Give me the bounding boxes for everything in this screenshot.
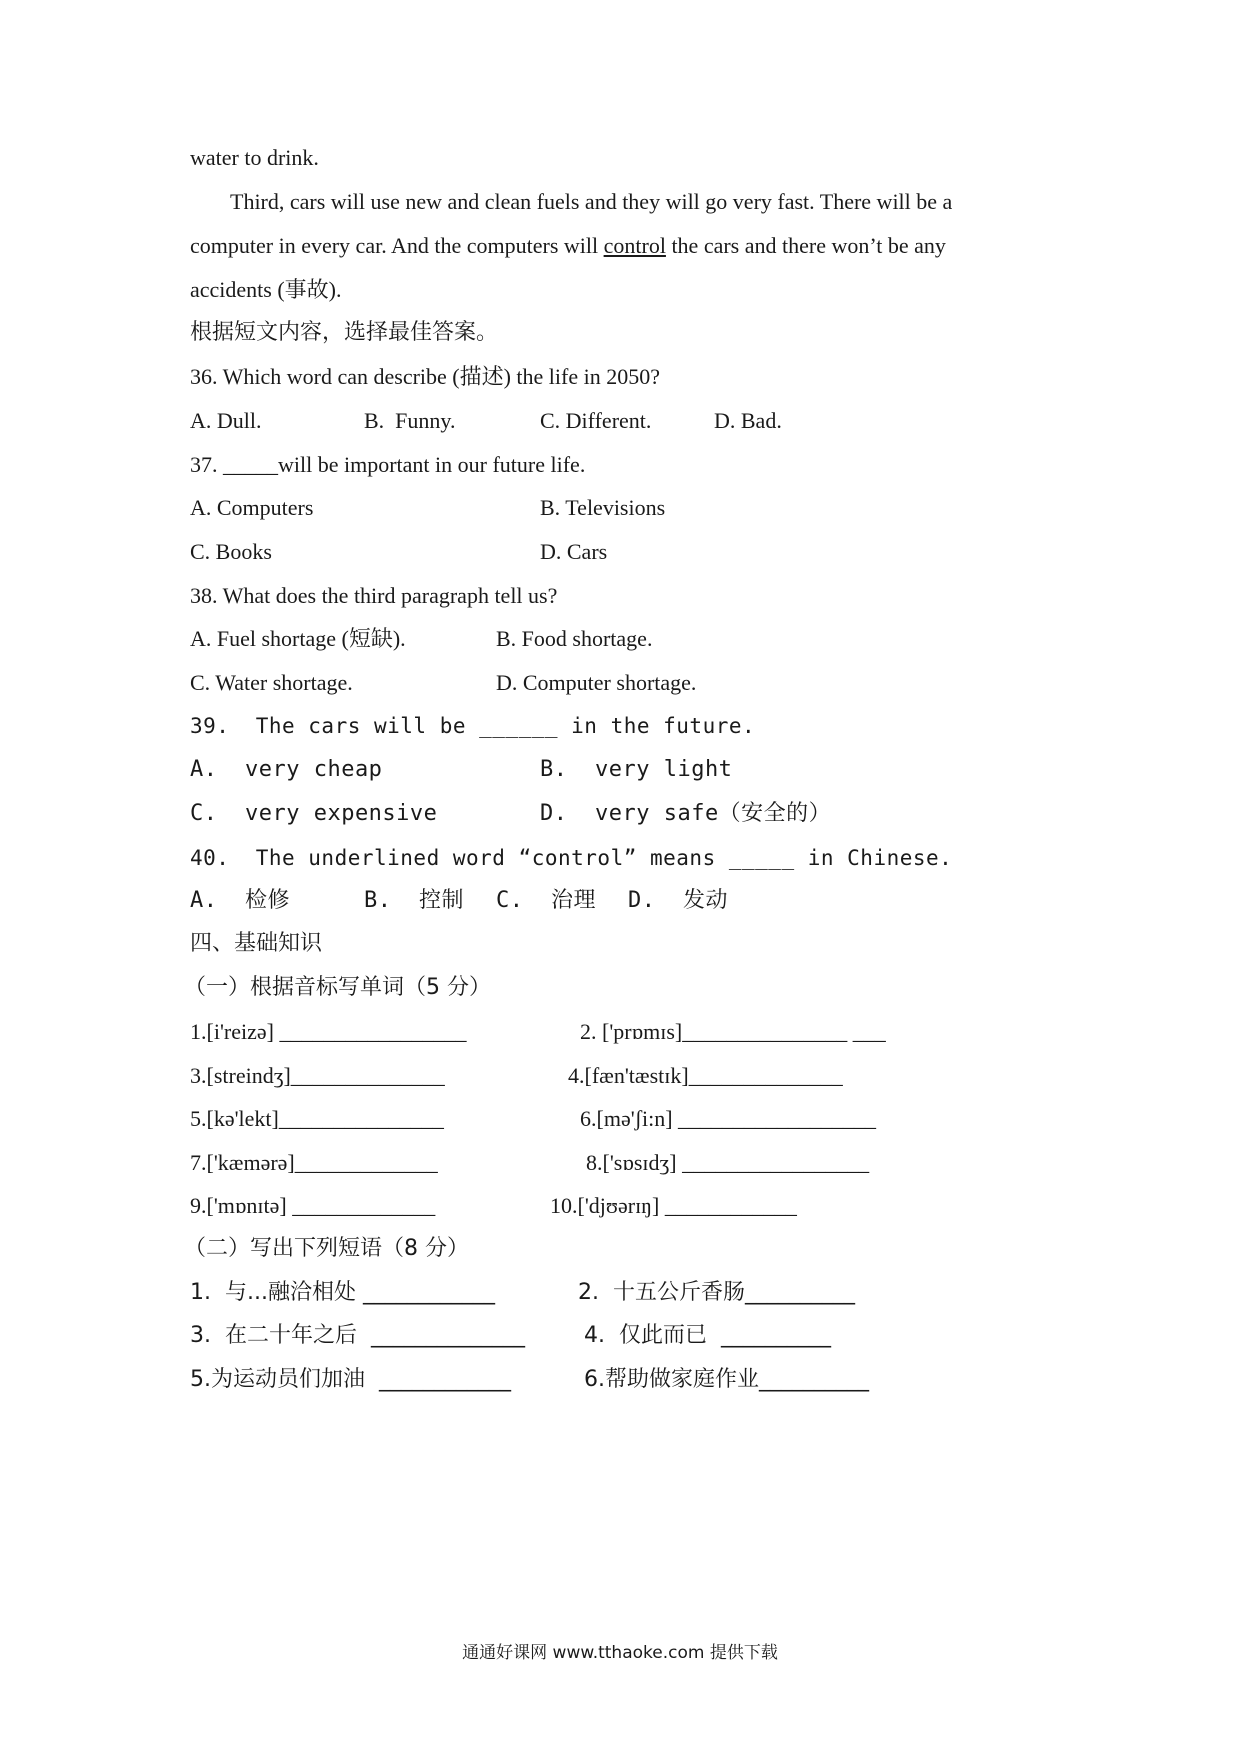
question-40-option-d: D. 发动 xyxy=(628,888,728,913)
question-39-option-d: D. very safe（安全的） xyxy=(540,801,832,826)
part-1-title: （一）根据音标写单词（5 分） xyxy=(184,975,491,1000)
question-37-option-c: C. Books xyxy=(190,539,272,564)
phonetic-item-2: 2. ['prɒmɪs]_______________ ___ xyxy=(580,1019,886,1044)
question-37-option-b: B. Televisions xyxy=(540,495,666,520)
part-2-title: （二）写出下列短语（8 分） xyxy=(184,1236,469,1261)
phrase-item-3: 3. 在二十年之后 ______________ xyxy=(190,1323,525,1348)
phrase-item-6: 6.帮助做家庭作业__________ xyxy=(584,1367,869,1392)
section-4-title: 四、基础知识 xyxy=(190,931,323,956)
passage-line-3-post: the cars and there won’t be any xyxy=(665,233,946,258)
question-38-option-a: A. Fuel shortage (短缺). xyxy=(190,626,406,651)
question-38-option-c: C. Water shortage. xyxy=(190,670,353,695)
page-footer: 通通好课网 www.tthaoke.com 提供下载 xyxy=(462,1643,778,1663)
question-39-option-a: A. very cheap xyxy=(190,757,383,782)
phrase-item-2: 2. 十五公斤香肠__________ xyxy=(578,1280,855,1305)
phonetic-item-5: 5.[kə'lekt]_______________ xyxy=(190,1106,444,1131)
question-38-stem: 38. What does the third paragraph tell us? xyxy=(190,583,558,608)
question-40-stem: 40. The underlined word “control” means _____ in Chinese. xyxy=(190,846,953,870)
question-36-stem: 36. Which word can describe (描述) the life in 2050? xyxy=(190,364,661,389)
question-36-option-d: D. Bad. xyxy=(714,408,782,433)
passage-line-1: water to drink. xyxy=(190,145,319,170)
phonetic-item-8: 8.['sɒsɪdʒ] _________________ xyxy=(586,1150,870,1175)
underlined-word-control: control xyxy=(603,233,666,258)
phonetic-item-6: 6.[mə'ʃi:n] __________________ xyxy=(580,1106,877,1131)
phonetic-item-7: 7.['kæmərə]_____________ xyxy=(190,1150,438,1175)
phrase-item-5: 5.为运动员们加油 ____________ xyxy=(190,1367,511,1392)
passage-line-2: Third, cars will use new and clean fuels and they will go very fast. There will be a xyxy=(230,189,953,214)
phrase-item-4: 4. 仅此而已 __________ xyxy=(584,1323,831,1348)
phonetic-item-4: 4.[fæn'tæstɪk]______________ xyxy=(568,1063,843,1088)
question-36-option-c: C. Different. xyxy=(540,408,652,433)
question-40-option-a: A. 检修 xyxy=(190,888,290,913)
question-37-stem: 37. _____will be important in our future life. xyxy=(190,452,586,477)
question-38-option-d: D. Computer shortage. xyxy=(496,670,697,695)
passage-line-4: accidents (事故). xyxy=(190,277,342,302)
question-38-option-b: B. Food shortage. xyxy=(496,626,653,651)
phonetic-item-9: 9.['mɒnɪtə] _____________ xyxy=(190,1193,436,1218)
question-39-option-b: B. very light xyxy=(540,757,733,782)
phonetic-item-3: 3.[streindʒ]______________ xyxy=(190,1063,445,1088)
question-40-option-b: B. 控制 xyxy=(364,888,464,913)
question-39-stem: 39. The cars will be ______ in the future. xyxy=(190,714,756,738)
passage-line-3-pre: computer in every car. And the computers will xyxy=(190,233,604,258)
question-40-option-c: C. 治理 xyxy=(496,888,596,913)
question-37-option-d: D. Cars xyxy=(540,539,608,564)
phrase-item-1: 1. 与...融洽相处 ____________ xyxy=(190,1280,495,1305)
phonetic-item-1: 1.[i'reizə] _________________ xyxy=(190,1019,467,1044)
question-39-option-c: C. very expensive xyxy=(190,801,438,826)
phonetic-item-10: 10.['djʊərɪŋ] ____________ xyxy=(550,1193,797,1218)
question-37-option-a: A. Computers xyxy=(190,495,314,520)
passage-line-3 xyxy=(190,231,946,261)
question-36-option-b: B. Funny. xyxy=(364,408,456,433)
instruction: 根据短文内容，选择最佳答案。 xyxy=(190,320,499,345)
question-36-option-a: A. Dull. xyxy=(190,408,262,433)
